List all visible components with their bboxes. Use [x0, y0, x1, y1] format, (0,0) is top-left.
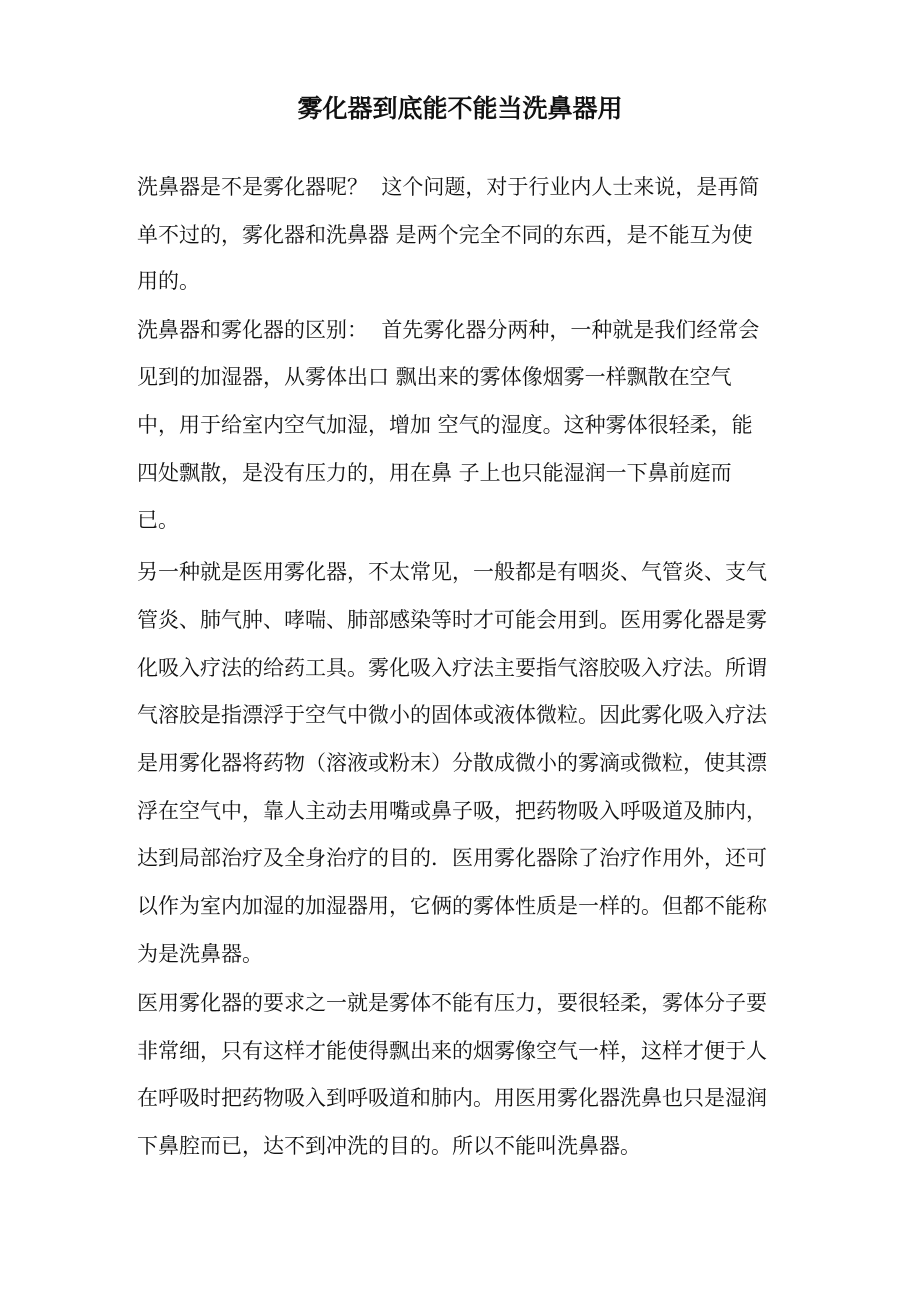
paragraph-2-line-4: 四处飘散，是没有压力的，用在鼻 子上也只能湿润一下鼻前庭而: [137, 461, 732, 485]
paragraph-3-line-1: 另一种就是医用雾化器，不太常见，一般都是有咽炎、气管炎、支气: [137, 560, 767, 584]
paragraph-1-line-3: 用的。: [137, 269, 200, 293]
paragraph-1-line-1: 洗鼻器是不是雾化器呢？ 这个问题，对于行业内人士来说，是再简: [137, 175, 760, 199]
paragraph-3-line-8: 以作为室内加湿的加湿器用，它俩的雾体性质是一样的。但都不能称: [137, 894, 767, 918]
paragraph-4-line-3: 在呼吸时把药物吸入到呼吸道和肺内。用医用雾化器洗鼻也只是湿润: [137, 1086, 767, 1110]
paragraph-4-line-1: 医用雾化器的要求之一就是雾体不能有压力，要很轻柔，雾体分子要: [137, 991, 767, 1015]
paragraph-3-line-2: 管炎、肺气肿、哮喘、肺部感染等时才可能会用到。医用雾化器是雾: [137, 608, 767, 632]
paragraph-2-line-1: 洗鼻器和雾化器的区别： 首先雾化器分两种，一种就是我们经常会: [137, 318, 760, 342]
paragraph-3-line-5: 是用雾化器将药物（溶液或粉末）分散成微小的雾滴或微粒，使其漂: [137, 751, 767, 775]
page-title: 雾化器到底能不能当洗鼻器用: [297, 94, 623, 123]
paragraph-3-line-9: 为是洗鼻器。: [137, 942, 263, 966]
paragraph-4-line-4: 下鼻腔而已，达不到冲洗的目的。所以不能叫洗鼻器。: [137, 1134, 641, 1158]
paragraph-2-line-5: 已。: [137, 508, 179, 532]
paragraph-3-line-6: 浮在空气中，靠人主动去用嘴或鼻子吸，把药物吸入呼吸道及肺内，: [137, 799, 767, 823]
paragraph-3-line-4: 气溶胶是指漂浮于空气中微小的固体或液体微粒。因此雾化吸入疗法: [137, 703, 767, 727]
paragraph-3-line-7: 达到局部治疗及全身治疗的目的．医用雾化器除了治疗作用外，还可: [137, 846, 767, 870]
paragraph-2-line-3: 中，用于给室内空气加湿，增加 空气的湿度。这种雾体很轻柔，能: [137, 413, 753, 437]
paragraph-4-line-2: 非常细，只有这样才能使得飘出来的烟雾像空气一样，这样才便于人: [137, 1039, 767, 1063]
paragraph-1-line-2: 单不过的，雾化器和洗鼻器 是两个完全不同的东西，是不能互为使: [137, 223, 753, 247]
paragraph-3-line-3: 化吸入疗法的给药工具。雾化吸入疗法主要指气溶胶吸入疗法。所谓: [137, 656, 767, 680]
paragraph-2-line-2: 见到的加湿器，从雾体出口 飘出来的雾体像烟雾一样飘散在空气: [137, 365, 732, 389]
